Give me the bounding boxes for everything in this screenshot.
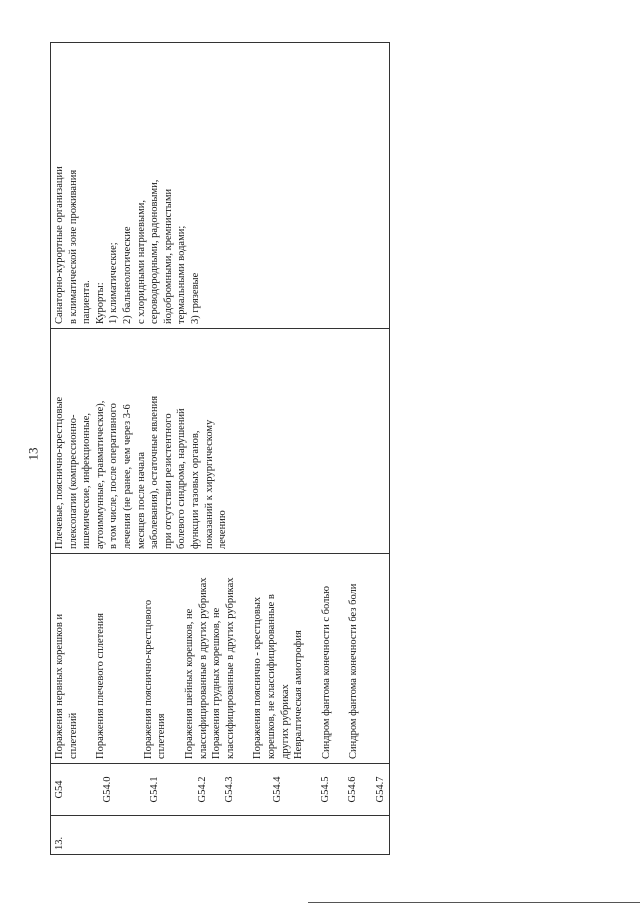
indication-line: при отсутствии резистентного [162, 413, 174, 549]
indication-line: в том числе, после оперативного [108, 403, 120, 549]
indications-cell [51, 329, 390, 554]
icd-code: G54.5 [319, 776, 331, 803]
name-line: корешков, не классифицированные в [265, 594, 277, 759]
indication-line: заболевания), остаточные явления [149, 395, 161, 549]
name-line: других рубриках [279, 684, 291, 759]
resort-line: с хлоридными натриевыми, [135, 200, 147, 324]
rotated-table-page [50, 43, 388, 855]
page-number: 13 [25, 447, 41, 461]
row-number-cell [51, 816, 390, 855]
names-cell [51, 554, 390, 764]
name-line: Поражения шейных корешков, не [183, 608, 195, 759]
icd-code: G54.4 [271, 776, 283, 803]
icd-code: G54.3 [224, 776, 236, 803]
name-line: Поражения пояснично-крестцового [142, 599, 154, 759]
indication-line: болевого синдрома, нарушений [176, 408, 188, 549]
name-line: сплетений [67, 712, 79, 759]
name-line: классифицированные в других рубриках [224, 577, 236, 759]
table-row [51, 43, 390, 855]
resort-line: Курорты: [94, 282, 106, 324]
disease-table [50, 42, 390, 855]
resort-line: Санаторно-курортные организации [54, 166, 65, 324]
indication-line: ишемические, инфекционные, [81, 413, 93, 549]
indication-line: месяцев после начала [135, 451, 147, 549]
scan-edge-line [308, 902, 640, 903]
name-line: Поражения нервных корешков и [54, 613, 65, 759]
name-line: Синдром фантома конечности с болью [320, 586, 332, 759]
indication-line: аутоиммунные, травматические), [94, 400, 106, 549]
resort-line: термальными водами; [176, 225, 188, 324]
icd-code: G54.7 [374, 776, 386, 803]
name-line: Синдром фантома конечности без боли [348, 583, 360, 759]
name-line: сплетения [156, 713, 168, 759]
icd-code: G54.6 [347, 776, 359, 803]
indication-line: показаний к хирургическому [203, 419, 215, 549]
resort-line: йодобромными, кремнистыми [162, 188, 174, 324]
resort-line: сероводородными, радоновыми, [149, 179, 161, 324]
name-line: Поражения пояснично - крестцовых [252, 596, 264, 759]
resort-line: 1) климатические; [108, 242, 120, 324]
resort-line: 2) бальнеологические [121, 226, 133, 324]
icd-code: G54 [54, 780, 65, 799]
name-line: классифицированные в других рубриках [197, 577, 209, 759]
indication-line: лечению [217, 510, 229, 549]
name-line: Невралгическая амиотрофия [293, 630, 305, 759]
icd-code: G54.2 [196, 776, 208, 803]
icd-code: G54.1 [149, 776, 161, 803]
row-number: 13. [54, 836, 65, 850]
indication-line: функции тазовых органов, [189, 430, 201, 549]
icd-code: G54.0 [101, 776, 113, 803]
name-line: Поражения плечевого сплетения [95, 613, 107, 759]
resort-line: пациента. [81, 280, 93, 324]
name-line: Поражения грудных корешков, не [211, 607, 223, 759]
indication-line: Плечевые, пояснично-крестцовые [54, 396, 65, 549]
indication-line: плексопатии (компрессионно- [67, 414, 79, 549]
resorts-cell [51, 43, 390, 329]
indication-line: лечения (не ранее, чем через 3-6 [121, 404, 133, 549]
codes-cell [51, 764, 390, 816]
resort-line: 3) грязевые [189, 272, 201, 324]
resort-line: в климатической зоне проживания [67, 169, 79, 324]
